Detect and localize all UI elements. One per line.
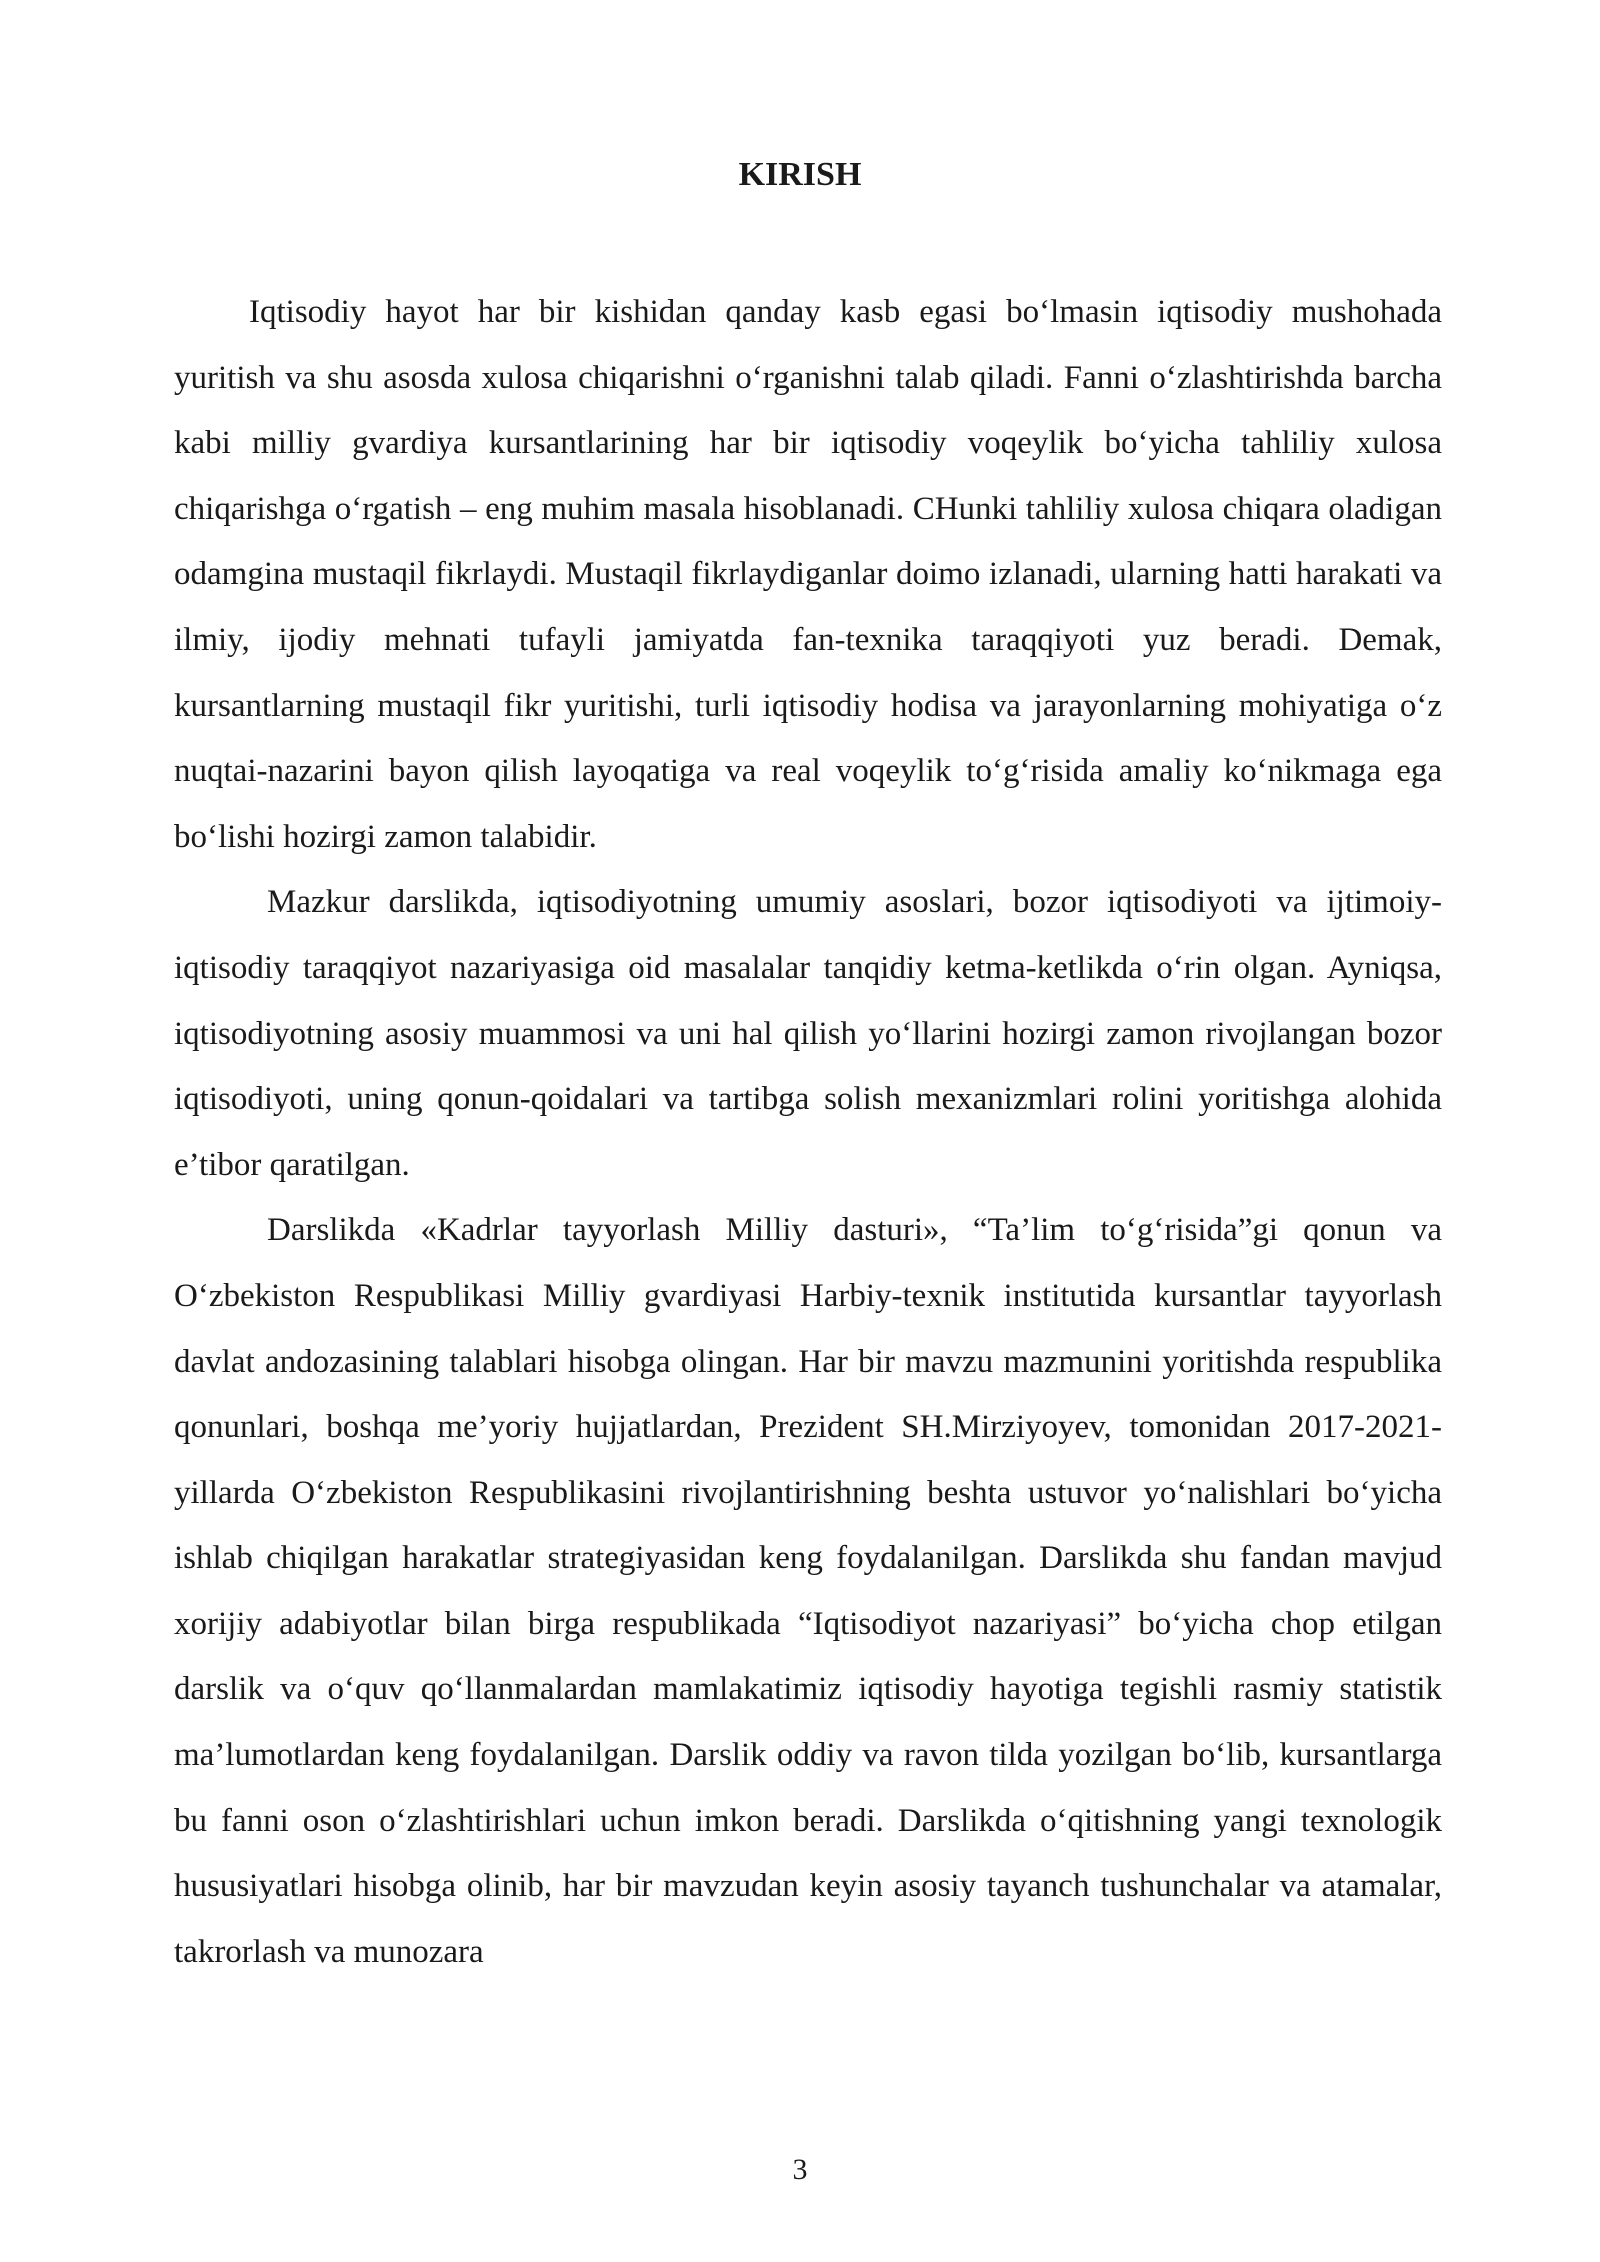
paragraph-3: Darslikda «Kadrlar tayyorlash Milliy dasturi», “Ta’lim to‘g‘risida”gi qonun va O‘zbekiston Respublikasi Milliy gvardiyasi Harbiy-texnik institutida kursantlar tayyorlash davlat andozasining talablari hisobga olingan. Har bir mavzu mazmunini yoritishda respublika qonunlari, boshqa me’yoriy hujjatlardan, Prezident SH.Mirziyoyev, tomonidan 2017-2021-yillarda O‘zbekiston Respublikasini rivojlantirishning beshta ustuvor yo‘nalishlari bo‘yicha ishlab chiqilgan harakatlar strategiyasidan keng foydalanilgan. Darslikda shu fandan mavjud xorijiy adabiyotlar bilan birga respublikada “Iqtisodiyot nazariyasi” bo‘yicha chop etilgan darslik va o‘quv qo‘llanmalardan mamlakatimiz iqtisodiy hayotiga tegishli rasmiy statistik ma’lumotlardan keng foydalanilgan. Darslik oddiy va ravon tilda yozilgan bo‘lib, kursantlarga bu fanni oson o‘zlashtirishlari uchun imkon beradi. Darslikda o‘qitishning yangi texnologik hususiyatlari hisobga olinib, har bir mavzudan keyin asosiy tayanch tushunchalar va atamalar, takrorlash va munozara — [174, 1212, 1442, 1970]
page-number: 3 — [792, 2153, 808, 2186]
paragraph-1: Iqtisodiy hayot har bir kishidan qanday kasb egasi bo‘lmasin iqtisodiy mushohada yuritish va shu asosda xulosa chiqarishni o‘rganishni talab qiladi. Fanni o‘zlashtirishda barcha kabi milliy gvardiya kursantlarining har bir iqtisodiy voqeylik bo‘yicha tahliliy xulosa chiqarishga o‘rgatish – eng muhim masala hisoblanadi. CHunki tahliliy xulosa chiqara oladigan odamgina mustaqil fikrlaydi. Mustaqil fikrlaydiganlar doimo izlanadi, ularning hatti harakati va ilmiy, ijodiy mehnati tufayli jamiyatda fan-texnika taraqqiyoti yuz beradi. Demak, kursantlarning mustaqil fikr yuritishi, turli iqtisodiy hodisa va jarayonlarning mohiyatiga o‘z nuqtai-nazarini bayon qilish layoqatiga va real voqeylik to‘g‘risida amaliy ko‘nikmaga ega bo‘lishi hozirgi zamon talabidir. — [174, 294, 1442, 855]
body-text — [174, 280, 1442, 1985]
page-title: KIRISH — [738, 156, 862, 193]
paragraph-2: Mazkur darslikda, iqtisodiyotning umumiy asoslari, bozor iqtisodiyoti va ijtimoiy-iqtisodiy taraqqiyot nazariyasiga oid masalalar tanqidiy ketma-ketlikda o‘rin olgan. Ayniqsa, iqtisodiyotning asosiy muammosi va uni hal qilish yo‘llarini hozirgi zamon rivojlangan bozor iqtisodiyoti, uning qonun-qoidalari va tartibga solish mexanizmlari rolini yoritishga alohida e’tibor qaratilgan. — [174, 884, 1442, 1183]
